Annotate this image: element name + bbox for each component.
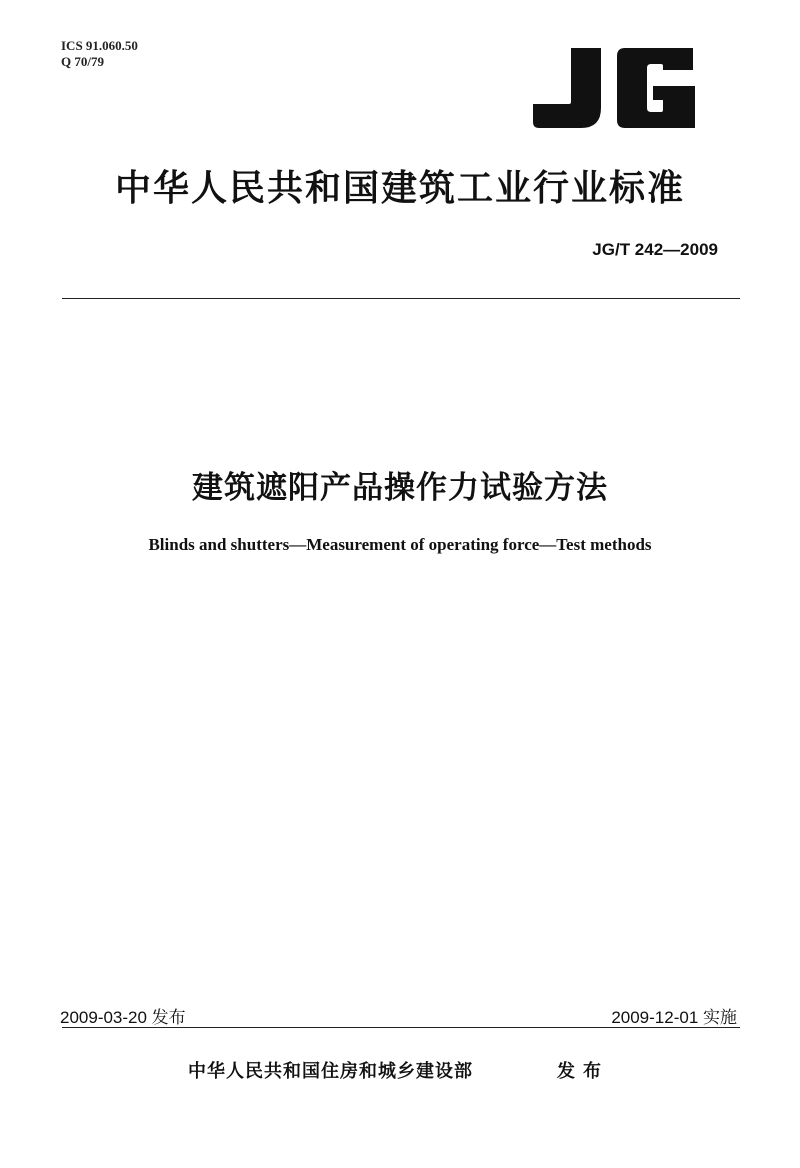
title-english: Blinds and shutters—Measurement of operating force—Test methods: [148, 535, 652, 554]
title-chinese: 建筑遮阳产品操作力试验方法: [192, 470, 608, 506]
ccs-code: Q 70/79: [61, 54, 104, 69]
bottom-divider: [62, 1027, 740, 1028]
top-divider: [62, 298, 740, 299]
jg-logo: [533, 48, 695, 128]
classification-block: [61, 38, 138, 70]
implementation-date: 2009-12-01 实施: [611, 1008, 737, 1027]
issuing-authority: 中华人民共和国住房和城乡建设部: [188, 1061, 473, 1082]
standard-number: JG/T 242—2009: [592, 240, 718, 259]
ics-code: ICS 91.060.50: [61, 38, 138, 53]
issue-date: 2009-03-20 发布: [60, 1008, 186, 1027]
issue-label: 发布: [557, 1061, 609, 1082]
standard-category: 中华人民共和国建筑工业行业标准: [114, 168, 685, 209]
